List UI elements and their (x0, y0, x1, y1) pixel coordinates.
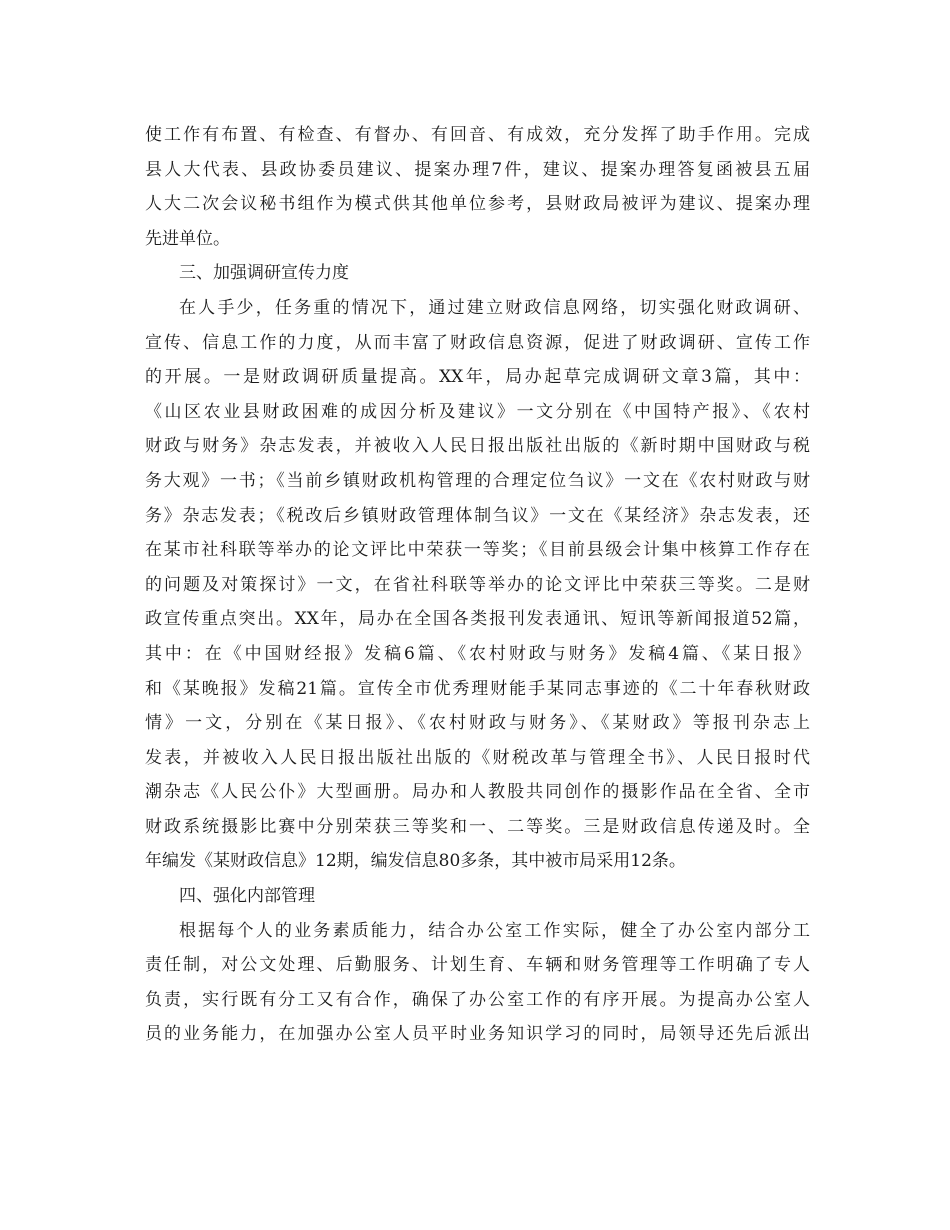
text-line: 其中：在《中国财经报》发稿6篇、《农村财政与财务》发稿4篇、《某日报》 (145, 643, 810, 664)
text-line: 宣传、信息工作的力度，从而丰富了财政信息资源，促进了财政调研、宣传工作 (145, 332, 810, 353)
text-line: 务》杂志发表；《税改后乡镇财政管理体制刍议》一文在《某经济》杂志发表，还 (145, 505, 810, 526)
text-line: 务大观》一书；《当前乡镇财政机构管理的合理定位刍议》一文在《农村财政与财 (145, 470, 810, 491)
text-line: 财政与财务》杂志发表，并被收入人民日报出版社出版的《新时期中国财政与税 (145, 436, 810, 457)
text-line: 负责，实行既有分工又有合作，确保了办公室工作的有序开展。为提高办公室人 (145, 989, 810, 1010)
text-line: 财政系统摄影比赛中分别荣获三等奖和一、二等奖。三是财政信息传递及时。全 (145, 816, 810, 837)
text-line: 潮杂志《人民公仆》大型画册。局办和人教股共同创作的摄影作品在全省、全市 (145, 782, 810, 803)
text-line: 使工作有布置、有检查、有督办、有回音、有成效，充分发挥了助手作用。完成 (145, 125, 810, 145)
section-heading: 四、强化内部管理 (179, 886, 315, 907)
text-line: 先进单位。 (145, 228, 230, 249)
text-line: 和《某晚报》发稿21篇。宣传全市优秀理财能手某同志事迹的《二十年春秋财政 (145, 678, 810, 699)
text-line: 政宣传重点突出。XX年，局办在全国各类报刊发表通讯、短讯等新闻报道52篇， (145, 609, 810, 630)
text-line: 县人大代表、县政协委员建议、提案办理7件，建议、提案办理答复函被县五届 (145, 159, 810, 180)
text-line: 发表，并被收入人民日报出版社出版的《财税改革与管理全书》、人民日报时代 (145, 747, 810, 768)
text-line: 的开展。一是财政调研质量提高。XX年，局办起草完成调研文章3篇，其中： (145, 367, 810, 388)
text-line: 人大二次会议秘书组作为模式供其他单位参考，县财政局被评为建议、提案办理 (145, 194, 810, 215)
text-line: 年编发《某财政信息》12期，编发信息80多条，其中被市局采用12条。 (145, 851, 686, 872)
text-line: 责任制，对公文处理、后勤服务、计划生育、车辆和财务管理等工作明确了专人 (145, 955, 810, 976)
text-line: 的问题及对策探讨》一文，在省社科联等举办的论文评比中荣获三等奖。二是财 (145, 574, 810, 595)
section-heading: 三、加强调研宣传力度 (179, 263, 349, 284)
text-line: 根据每个人的业务素质能力，结合办公室工作实际，健全了办公室内部分工 (179, 920, 810, 941)
text-line: 在人手少，任务重的情况下，通过建立财政信息网络，切实强化财政调研、 (179, 297, 810, 318)
text-line: 在某市社科联等举办的论文评比中荣获一等奖；《目前县级会计集中核算工作存在 (145, 540, 810, 561)
text-line: 员的业务能力，在加强办公室人员平时业务知识学习的同时，局领导还先后派出 (145, 1024, 810, 1045)
text-line: 《山区农业县财政困难的成因分析及建议》一文分别在《中国特产报》、《农村 (145, 401, 810, 422)
document-body (145, 118, 810, 1052)
text-line: 情》一文，分别在《某日报》、《农村财政与财务》、《某财政》等报刊杂志上 (145, 713, 810, 734)
